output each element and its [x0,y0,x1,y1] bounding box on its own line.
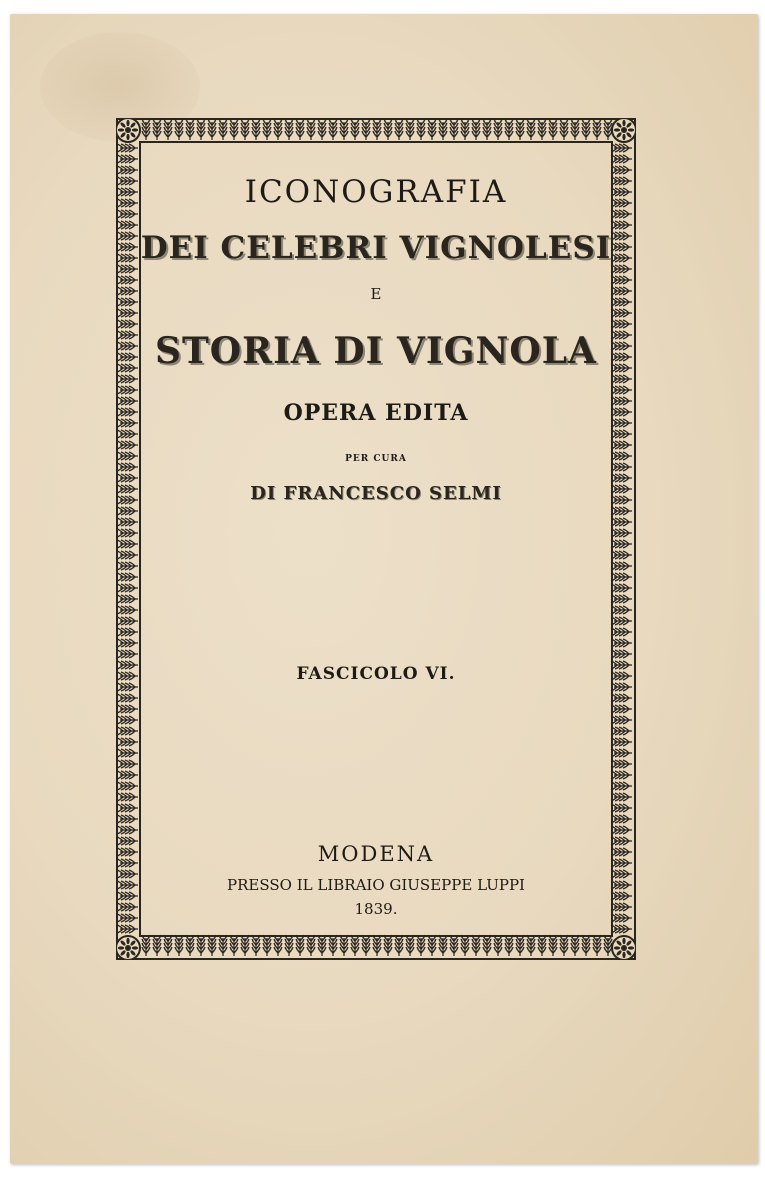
title-line-conjunction: E [370,285,382,303]
imprint-publisher: PRESSO IL LIBRAIO GIUSEPPE LUPPI [227,876,525,894]
subtitle-opera-edita: OPERA EDITA [283,400,469,426]
imprint-year: 1839. [354,900,398,918]
editor-name: DI FRANCESCO SELMI [250,483,502,504]
title-line-iconografia: ICONOGRAFIA [244,174,508,210]
title-line-celebri: DEI CELEBRI VIGNOLESI [140,230,612,266]
title-text-block [140,140,612,938]
editor-prefix: PER CURA [345,454,407,464]
title-line-storia: STORIA DI VIGNOLA [155,330,597,372]
fascicle-number: FASCICOLO VI. [296,664,456,684]
imprint-city: MODENA [317,842,435,866]
